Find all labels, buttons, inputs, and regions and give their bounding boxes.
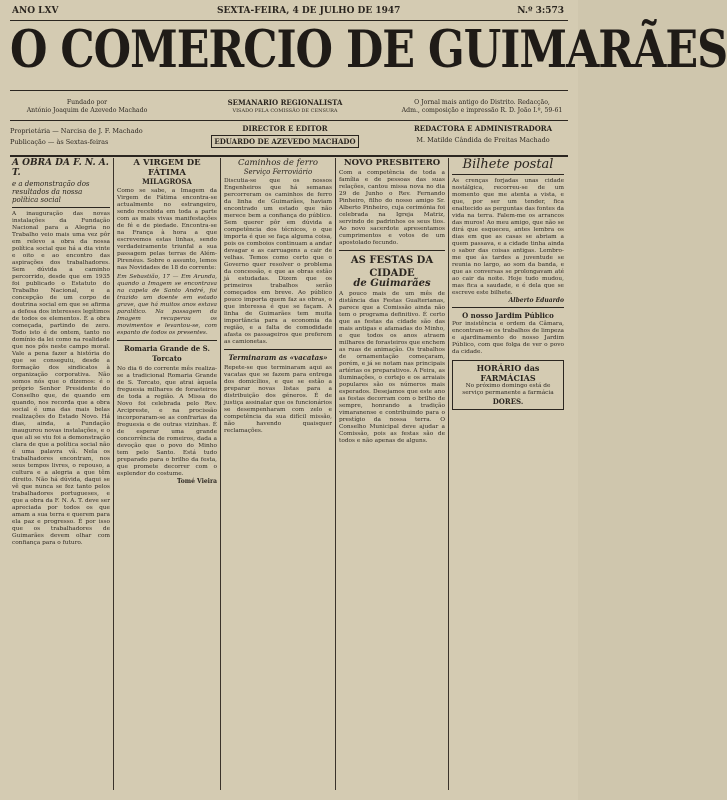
jardim-title: O nosso Jardim Público xyxy=(462,311,554,320)
fatima-kicker: MILAGROSA xyxy=(142,177,192,186)
festas-subtitle: de Guimarães xyxy=(353,278,431,289)
founder-name: António Joaquim de Azevedo Machado xyxy=(26,106,148,114)
fatima-divider xyxy=(117,340,217,341)
bilhete-title: Bilhete postal xyxy=(462,157,554,172)
founded-label: Fundado por xyxy=(66,99,108,106)
issue-year: ANO LXV xyxy=(12,6,59,16)
railway-text: Discutia-se que os nossos Engenheiros que há semanas percorreram os caminhos de ferro da linha de Guimarães, haviam encontrado um estado que não merece bem a confiança do público. Sem querer pôr em dúvida a competência dos técnicos, o que importa é que se faça alguma coisa, pois os comboios continuam a andar devagar e as carruagens a cair de velhas. Temos como certo que o Governo quer resolver o problema da concessão, e que as obras estão já estudadas. Dizem que os primeiros trabalhos serão começados em breve. Ao público pouco importa quem faz as obras, o que interessa é que se façam. A linha de Guimarães tem muita importância para a economia da região, e a falta de comodidade afasta os passageiros que preferem as camionetas. xyxy=(224,178,332,345)
fnat-text: A inauguração das novas instalações da Fundação Nacional para a Alegria no Trabalho veio mais uma vez pôr em relevo a obra da nossa política social que há a dia vinte e oito e ao encontro das aspirações dos trabalhadores. Sem dúvida a caminho percorrido, desde que em 1935 foi publicado o Estatuto do Trabalho Nacional, e a concepção de um corpo de doutrina social em que se afirma a defesa dos interesses legítimos de todos os elementos. É a obra começada, partindo de zero. Todo isto é de ontem, tanto no domínio da lei como na realidade que nos pôs neste campo moral. Vale a pena fazer a história do que se conseguiu, desde a formação dos sindicatos à organização corporativa. Não somos nós que o dizemos: é o próprio Senhor Presidente do Conselho que, de quando em quando, nos recorda que a obra social é uma das mais belas realizações do Estado Novo. Há dias, ainda, a Fundação inaugurou novas instalações, e o que ali se viu foi a demonstração clara de que a política social não é uma palavra vã. Nela os trabalhadores encontram, nos seus tempos livres, o repouso, a cultura e a alegria a que têm direito. Não há dúvida, daqui se vê que nunca se fez tanto pelos trabalhadores portugueses, e que a obra da F. N. A. T. deve ser apreciada por todos os que amam a sua terra e querem para ela paz e progresso. É por isso que os trabalhadores de Guimarães devem olhar com confiança para o futuro. xyxy=(12,211,110,546)
column-separator xyxy=(220,158,221,790)
fnat-title: A OBRA DA F. N. A. T. xyxy=(12,158,109,178)
publication-day: Publicação — às Sextas-feiras xyxy=(10,138,109,146)
issue-number: N.º 3:573 xyxy=(517,6,564,16)
fnat-divider xyxy=(12,207,110,208)
jardim-text: Por insistência e ordem da Câmara, encontram-se os trabalhos de limpeza e ajardinamento do nosso Jardim Público, com que folga de ver o povo da cidade. xyxy=(452,321,564,355)
jardim-divider xyxy=(452,307,564,308)
festas-divider xyxy=(339,250,445,251)
presbitero-title: NOVO PRESBITERO xyxy=(343,158,441,168)
director-label: DIRECTOR E EDITOR xyxy=(242,124,328,133)
farmacias-title: HORÁRIO das FARMÁCIAS xyxy=(476,363,540,383)
bilhete-text: As crenças forjadas unas cidade nostálgica, recorreu-se de um momento que me atenta a vista, e que, por ser um tender, fica enaltecido as perguntas das fontes da vida na terra. Falem-me os arrancos das muros! Ao meu amigo, que não se dirá que esqueceu, antes lembra os dias em que as casas se abriam a quem passava, e a cidade tinha ainda o sabor das coisas antigas. Lembro-me que às tardes a juventude se reunia no largo, ao som da banda, e que as conversas se prolongavam até ao cair da noite. Hoje tudo mudou, mas fica a saudade, e é dela que se escreve este bilhete. xyxy=(452,178,564,296)
fatima-title: A VIRGEM DE FÁTIMA xyxy=(133,158,201,178)
owner: Proprietária — Narcisa de J. F. Machado xyxy=(10,127,143,135)
farmacias-box xyxy=(452,360,564,410)
romaria-signature: Tomé Vieira xyxy=(176,478,217,485)
railway-kicker: Serviço Ferroviário xyxy=(243,168,313,176)
redactor-label: REDACTORA E ADMINISTRADORA xyxy=(413,124,553,133)
address-note: Adm., composição e impressão R. D. João I.º, 59-61 xyxy=(401,106,563,114)
romaria-text: No dia 6 do corrente mês realiza-se a tradicional Romaria Grande de S. Torcato, que atrai àquela freguesia milhares de forasteiros de toda a região. A Missa do Novo foi celebrada pelo Rev. Arcipreste, e na procissão incorporaram-se as confrarias da freguesia e de outras vizinhas. É de esperar uma grande concorrência de romeiros, dada a devoção que o povo do Minho tem pelo Santo. Está tudo preparado para o brilho da festa, que promete decorrer com o esplendor do costume. xyxy=(117,366,217,477)
railway-title: Caminhos de ferro xyxy=(237,158,319,168)
bilhete-signature: Alberto Eduardo xyxy=(508,297,564,304)
column-fatima xyxy=(117,158,217,790)
festas-text: A pouco mais de um mês de distância das Festas Gualterianas, parece que a Comissão ainda não tem o programa definitivo. É certo que as festas da cidade são das mais antigas e afamadas do Minho, e que todos os anos atraem milhares de forasteiros que enchem as ruas de animação. Os trabalhos de ornamentação começaram, porém, e já se notam nas principais artérias os preparativos. A Feira, as iluminações, o cortejo e os arraiais populares são os números mais esperados. Desejamos que este ano as festas decorram com o brilho de sempre, honrando a tradição vimaranense e contribuindo para o prestígio da nossa terra. O Conselho Municipal deve ajudar a Comissão, pois as festas são de todos e não apenas de alguns. xyxy=(339,291,445,444)
fnat-subtitle: e a demonstração dos resultados da nossa política social xyxy=(12,180,90,204)
masthead-rule xyxy=(10,90,568,91)
address-block xyxy=(398,99,566,114)
type-block xyxy=(200,99,370,115)
censor-note: VISADO PELA COMISSÃO DE CENSURA xyxy=(232,107,338,114)
railway-divider xyxy=(224,349,332,350)
column-railway xyxy=(224,158,332,790)
founder-block xyxy=(12,99,162,114)
column-fnat xyxy=(12,158,110,790)
presbitero-text: Com a competência de toda a família e de pessoas das suas relações, cantou missa nova no dia 29 de Junho o Rev. Fernando Pinheiro, filho do nosso amigo Sr. Alberto Pinheiro, cuja cerimónia foi celebrada na Igreja Matriz, servindo de padrinhos os seus tios. Ao novo sacerdote apresentamos cumprimentos e votos de um apostolado fecundo. xyxy=(339,170,445,246)
column-presbitero xyxy=(339,158,445,790)
column-bilhete xyxy=(452,158,564,790)
staff-top-rule xyxy=(10,120,568,121)
oldest-note: O Jornal mais antigo do Distrito. Redacção, xyxy=(414,99,550,106)
vacatas-text: Repete-se que terminaram aqui as vacatas que se fazem para entrega dos domicílios, e que se estão a preparar novas listas para a distribuição dos géneros. É de justiça assinalar que os funcionários se desempenharam com zelo e competência da sua difícil missão, não havendo quaisquer reclamações. xyxy=(224,365,332,434)
issue-date: SEXTA-FEIRA, 4 DE JULHO DE 1947 xyxy=(217,6,401,16)
director-name: EDUARDO DE AZEVEDO MACHADO xyxy=(211,135,358,148)
column-separator xyxy=(335,158,336,790)
staff-bar xyxy=(10,124,568,154)
redactor-name: M. Matilde Cândida de Freitas Machado xyxy=(416,136,550,144)
farmacia-name: DORES. xyxy=(492,397,524,406)
fatima-text: Como se sabe, a Imagem da Virgem de Fátima encontra-se actualmente no estrangeiro, sendo recebida em toda a parte com as mais vivas manifestações de fé e de piedade. Encontra-se na França à hora a que escrevemos estas linhas, sendo verdadeiramente triunfal a sua passagem pelas terras de Além-Pirenéus. Sobre o assunto, lemos nas Novidades de 18 do corrente: xyxy=(117,188,217,271)
romaria-title: Romaria Grande de S. Torcato xyxy=(124,344,210,363)
bilhete-divider xyxy=(452,174,564,175)
masthead-title: O COMERCIO DE GUIMARÃES xyxy=(10,20,727,80)
column-separator xyxy=(448,158,449,790)
fatima-report: Em Sebastião, 17 — Em Arunda, quando a Imagem se encontrava na capela de Santo André, foi trazido um doente em estado grave, que há muitos anos estava paralítico. Na passagem da Imagem recuperou os movimentos e levantou-se, com espanto de todos os presentes. xyxy=(117,274,217,336)
paper-type: SEMANARIO REGIONALISTA xyxy=(227,98,343,107)
vacatas-title: Terminaram as «vacatas» xyxy=(228,353,328,362)
column-separator xyxy=(113,158,114,790)
farmacias-text: No próximo domingo está de serviço permanente a farmácia xyxy=(462,383,554,396)
festas-title: AS FESTAS DA CIDADE xyxy=(350,255,434,279)
